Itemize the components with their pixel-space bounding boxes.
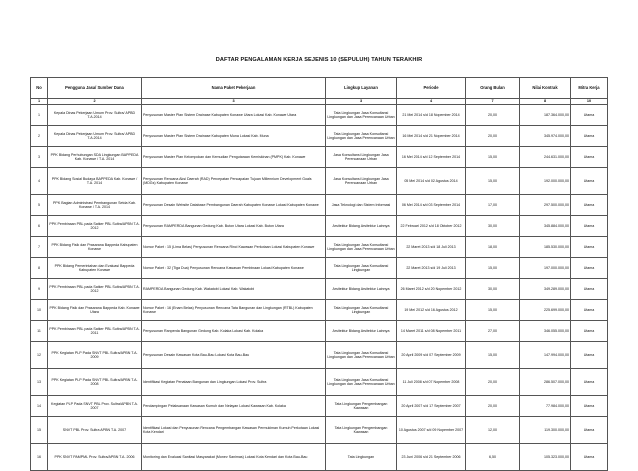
cell-man-month: 15,00: [466, 168, 520, 195]
cell-man-month: 20,00: [466, 126, 520, 147]
cell-contract-value: 345.884.000,00: [520, 216, 571, 237]
cell-man-month: 30,00: [466, 216, 520, 237]
cell-period: 20 April 2007 s/d 17 September 2007: [397, 396, 466, 417]
cell-package: Penyusunan Desain Website Database Pembangunan Daerah Kabupaten Konawe Lokasi Kabupaten Konawe: [142, 195, 326, 216]
cell-man-month: 15,00: [466, 147, 520, 168]
header-row: [31, 78, 608, 99]
table-row: [31, 444, 608, 471]
table-row: [31, 168, 608, 195]
cell-period: 22 Maret 2013 s/d 18 Juli 2013: [397, 237, 466, 258]
cell-package: Penyusunan Ranperda Bangunan Gedung Kab. Kolaka Lokasi Kab. Kolaka: [142, 321, 326, 342]
cell-client: PPK Kegiatan PLP Pada SNVT PBL Sultra/APBN T.A. 2008: [48, 369, 142, 396]
cell-scope: Tata Lingkungan Jasa Konsultansi Lingkungan dan Jasa Perencanaan Urban: [326, 237, 397, 258]
cell-client: Kepala Dinas Pekerjaan Umum Prov. Sultra/ APBD T.A.2014: [48, 105, 142, 126]
table-row: [31, 216, 608, 237]
cell-package: Identifikasi Kegiatan Penataan Bangunan dan Lingkungan Lokasi Prov. Sultra: [142, 369, 326, 396]
cell-client: SNVT PBL Prov. Sultra APBN T.A. 2007: [48, 417, 142, 444]
cell-scope: Tata Lingkungan Pengembangan Kawasan: [326, 417, 397, 444]
cell-no: 11: [31, 321, 48, 342]
cell-no: 3: [31, 147, 48, 168]
column-number: 4: [397, 99, 466, 105]
cell-no: 6: [31, 216, 48, 237]
cell-scope: Tata Lingkungan Jasa Konsultansi Lingkungan dan Jasa Perencanaan Urban: [326, 342, 397, 369]
cell-man-month: 18,00: [466, 237, 520, 258]
cell-client: PPK Pembinaan PBL pada Satker PBL Sultra/APBN T.A. 2012: [48, 279, 142, 300]
cell-man-month: 27,00: [466, 321, 520, 342]
cell-contract-value: 192.000.000,00: [520, 168, 571, 195]
table-row: [31, 147, 608, 168]
cell-client: Kegiatan PLP Pada SNVT PBL Prov. Sultra/APBN T.A. 2007: [48, 396, 142, 417]
table-row: [31, 369, 608, 396]
column-number: 8: [520, 99, 571, 105]
header-package: Nama Paket Pekerjaan: [142, 78, 326, 99]
cell-scope: Arsitektur Bidang Arsitektur Lainnya: [326, 321, 397, 342]
cell-partner: Utama: [571, 444, 608, 471]
cell-package: Nomor Paket : 32 (Tiga Dua) Penyusunan Rencana Kawasan Pembinaan Lokasi Kabupaten Konawe: [142, 258, 326, 279]
cell-scope: Jasa Konsultansi Lingkungan Jasa Perencanaan Urban: [326, 147, 397, 168]
header-contract-value: Nilai Kontrak: [520, 78, 571, 99]
cell-partner: Utama: [571, 396, 608, 417]
table-body: [31, 105, 608, 471]
cell-no: 4: [31, 168, 48, 195]
header-partner: Mitra Kerja: [571, 78, 608, 99]
column-number: 2: [48, 99, 142, 105]
cell-package: Monitoring dan Evaluasi Sanitasi Masyarakat (Monev Sanimas) Lokasi Kota Kendari dan Kota Bau-Bau: [142, 444, 326, 471]
cell-scope: Tata Lingkungan Jasa Konsultansi Lingkungan dan Jasa Perencanaan Urban: [326, 126, 397, 147]
cell-contract-value: 225.699.000,00: [520, 300, 571, 321]
cell-period: 19 Mei 2012 s/d 16 Agustus 2012: [397, 300, 466, 321]
cell-period: 20 April 2009 s/d 07 September 2009: [397, 342, 466, 369]
cell-contract-value: 244.631.000,00: [520, 147, 571, 168]
cell-package: Penyusunan Desain Kawasan Kota Bau-Bau Lokasi Kota Bau-Bau: [142, 342, 326, 369]
cell-no: 2: [31, 126, 48, 147]
experience-table: [30, 77, 608, 471]
cell-scope: Jasa Teknologi dan Sistem Informasi: [326, 195, 397, 216]
cell-contract-value: 119.300.000,00: [520, 417, 571, 444]
cell-no: 5: [31, 195, 48, 216]
cell-contract-value: 185.530.000,00: [520, 237, 571, 258]
cell-client: PPK Bidang Sosial Budaya BAPPEDA Kab. Konawe / T.A. 2014: [48, 168, 142, 195]
cell-no: 1: [31, 105, 48, 126]
cell-client: PPK Pembinaan PBL pada Satker PBL Sultra/APBN T.A. 2012: [48, 216, 142, 237]
cell-period: 22 Februari 2012 s/d 18 Oktober 2012: [397, 216, 466, 237]
cell-partner: Utama: [571, 237, 608, 258]
table-row: [31, 321, 608, 342]
cell-man-month: 30,00: [466, 279, 520, 300]
column-number: 7: [466, 99, 520, 105]
cell-scope: Tata Lingkungan Jasa Konsultansi Lingkungan dan Jasa Perencanaan Urban: [326, 369, 397, 396]
cell-partner: Utama: [571, 417, 608, 444]
table-row: [31, 258, 608, 279]
cell-contract-value: 147.994.000,00: [520, 342, 571, 369]
cell-contract-value: 346.055.000,00: [520, 321, 571, 342]
header-no: No: [31, 78, 48, 99]
cell-scope: Arsitektur Bidang Arsitektur Lainnya: [326, 279, 397, 300]
table-row: [31, 237, 608, 258]
cell-period: 22 Maret 2013 s/d 19 Juli 2013: [397, 258, 466, 279]
table-row: [31, 279, 608, 300]
table-row: [31, 396, 608, 417]
cell-partner: Utama: [571, 168, 608, 195]
cell-client: PPK Bagian Administrasi Pembangunan Setda Kab. Konawe / T.A. 2014: [48, 195, 142, 216]
cell-man-month: 6,50: [466, 444, 520, 471]
cell-client: PPK Bidang Fisik dan Prasarana Bappeda Kab. Konawe Utara: [48, 300, 142, 321]
cell-package: Penyusunan Master Plan Sistem Drainase Kabupaten Konawe Utara Lokasi Kab. Konawe Utara: [142, 105, 326, 126]
cell-contract-value: 349.289.000,00: [520, 279, 571, 300]
cell-no: 12: [31, 342, 48, 369]
cell-client: PPK Kegiatan PLP Pada SNVT PBL Sultra/APBN T.A. 2009: [48, 342, 142, 369]
cell-man-month: 12,00: [466, 417, 520, 444]
cell-client: PPK SNVT PAMPML Prov. Sultra/APBN T.A. 2006: [48, 444, 142, 471]
cell-man-month: 17,00: [466, 195, 520, 216]
cell-contract-value: 187.364.000,00: [520, 105, 571, 126]
header-man-month: Orang Bulan: [466, 78, 520, 99]
cell-partner: Utama: [571, 195, 608, 216]
table-row: [31, 105, 608, 126]
cell-period: 11 Juli 2008 s/d 07 Nopember 2008: [397, 369, 466, 396]
cell-partner: Utama: [571, 105, 608, 126]
table-row: [31, 195, 608, 216]
cell-package: Penyusunan Master Plan Sistem Drainase Kabupaten Muna Lokasi Kab. Muna: [142, 126, 326, 147]
cell-no: 7: [31, 237, 48, 258]
cell-no: 9: [31, 279, 48, 300]
cell-no: 15: [31, 417, 48, 444]
table-row: [31, 342, 608, 369]
cell-period: 21 Mei 2014 s/d 18 Nopember 2014: [397, 105, 466, 126]
cell-package: Penyusunan Rencana Aksi Daerah (RAD) Percepatan Pencapaian Tujuan Millennium Development Goals (MDGs) Kabupaten Konawe: [142, 168, 326, 195]
column-number: 10: [571, 99, 608, 105]
cell-no: 14: [31, 396, 48, 417]
cell-period: 16 Mei 2014 s/d 12 September 2014: [397, 147, 466, 168]
cell-client: Kepala Dinas Pekerjaan Umum Prov. Sultra/ APBD T.A.2014: [48, 126, 142, 147]
cell-client: PPK Bidang Pemerintahan dan Evaluasi Bappeda Kabupaten Konawe: [48, 258, 142, 279]
cell-scope: Tata Lingkungan Jasa Konsultansi Lingkungan dan Jasa Perencanaan Urban: [326, 105, 397, 126]
cell-partner: Utama: [571, 300, 608, 321]
cell-man-month: 15,00: [466, 300, 520, 321]
cell-period: 05 Mei 2014 s/d 02 Agustus 2014: [397, 168, 466, 195]
column-number: 3: [326, 99, 397, 105]
cell-partner: Utama: [571, 279, 608, 300]
cell-man-month: 15,00: [466, 342, 520, 369]
cell-contract-value: 345.974.000,00: [520, 126, 571, 147]
cell-man-month: 20,00: [466, 105, 520, 126]
cell-scope: Tata Lingkungan: [326, 444, 397, 471]
cell-partner: Utama: [571, 342, 608, 369]
cell-client: PPK Bidang Fisik dan Prasarana Bappeda Kabupaten Konawe: [48, 237, 142, 258]
cell-scope: Tata Lingkungan Jasa Konsultansi Lingkungan: [326, 300, 397, 321]
cell-package: RAMPERDA Bangunan Gedung Kab. Wakatobi Lokasi Kab. Wakatobi: [142, 279, 326, 300]
cell-package: Penyusunan RAMPERDA Bangunan Gedung Kab. Buton Utara Lokasi Kab. Buton Utara: [142, 216, 326, 237]
cell-partner: Utama: [571, 147, 608, 168]
table-row: [31, 300, 608, 321]
cell-contract-value: 297.500.000,00: [520, 195, 571, 216]
cell-period: 16 Mei 2014 s/d 21 Nopember 2014: [397, 126, 466, 147]
cell-period: 23 Juni 2006 s/d 21 September 2006: [397, 444, 466, 471]
cell-partner: Utama: [571, 258, 608, 279]
cell-package: Identifikasi Lokasi dan Penyusunan Rencana Pengembangan Kawasan Permukiman Kumuh Perkotaan Lokasi Kota Kendari: [142, 417, 326, 444]
cell-contract-value: 286.507.000,00: [520, 369, 571, 396]
cell-period: 14 Maret 2011 s/d 08 Nopember 2011: [397, 321, 466, 342]
page-title: DAFTAR PENGALAMAN KERJA SEJENIS 10 (SEPULUH) TAHUN TERAKHIR: [215, 57, 423, 63]
cell-contract-value: 105.323.000,00: [520, 444, 571, 471]
cell-period: 10 Agustus 2007 s/d 09 Nopember 2007: [397, 417, 466, 444]
cell-partner: Utama: [571, 321, 608, 342]
cell-package: Nomor Paket : 16 (Enam Belas) Penyusunan Rencana Tata Bangunan dan Lingkungan (RTBL) Kabupaten Konawe: [142, 300, 326, 321]
header-scope: Lingkup Layanan: [326, 78, 397, 99]
cell-contract-value: 77.984.000,00: [520, 396, 571, 417]
cell-package: Nomor Paket : 15 (Lima Belas) Penyusunan Rencana Rinci Kawasan Perkotaan Lokasi Kabupaten Konawe: [142, 237, 326, 258]
cell-contract-value: 197.000.000,00: [520, 258, 571, 279]
header-client: Pengguna Jasa/ Sumber Dana: [48, 78, 142, 99]
cell-scope: Arsitektur Bidang Arsitektur Lainnya: [326, 216, 397, 237]
cell-partner: Utama: [571, 369, 608, 396]
table-row: [31, 417, 608, 444]
cell-no: 10: [31, 300, 48, 321]
cell-package: Penyusunan Master Plan Kelompokan dan Kemudian Pengutaraan Kemiskinan (PMPK) Kab. Konawe: [142, 147, 326, 168]
cell-scope: Tata Lingkungan Pengembangan Kawasan: [326, 396, 397, 417]
cell-partner: Utama: [571, 216, 608, 237]
table-row: [31, 126, 608, 147]
cell-scope: Jasa Konsultansi Lingkungan Jasa Perencanaan Urban: [326, 168, 397, 195]
cell-no: 13: [31, 369, 48, 396]
header-period: Periode: [397, 78, 466, 99]
cell-scope: Tata Lingkungan Jasa Konsultansi Lingkungan: [326, 258, 397, 279]
cell-man-month: 15,00: [466, 258, 520, 279]
cell-period: 06 Mei 2014 s/d 03 September 2014: [397, 195, 466, 216]
cell-period: 26 Maret 2012 s/d 20 Nopember 2012: [397, 279, 466, 300]
cell-no: 8: [31, 258, 48, 279]
cell-client: PPK Pembinaan PBL pada Satker PBL Sultra/APBN T.A. 2011: [48, 321, 142, 342]
column-number: 3: [142, 99, 326, 105]
cell-man-month: 20,00: [466, 369, 520, 396]
cell-no: 16: [31, 444, 48, 471]
cell-man-month: 20,00: [466, 396, 520, 417]
cell-partner: Utama: [571, 126, 608, 147]
cell-package: Pendampingan Pelaksanaan Kawasan Kumuh dan Nelayan Lokasi Kawasan Kab. Kolaka: [142, 396, 326, 417]
cell-client: PPK Bidang Perhubungan SDA Lingkungan BAPPEDA Kab. Konawe / T.A. 2014: [48, 147, 142, 168]
column-number: 1: [31, 99, 48, 105]
